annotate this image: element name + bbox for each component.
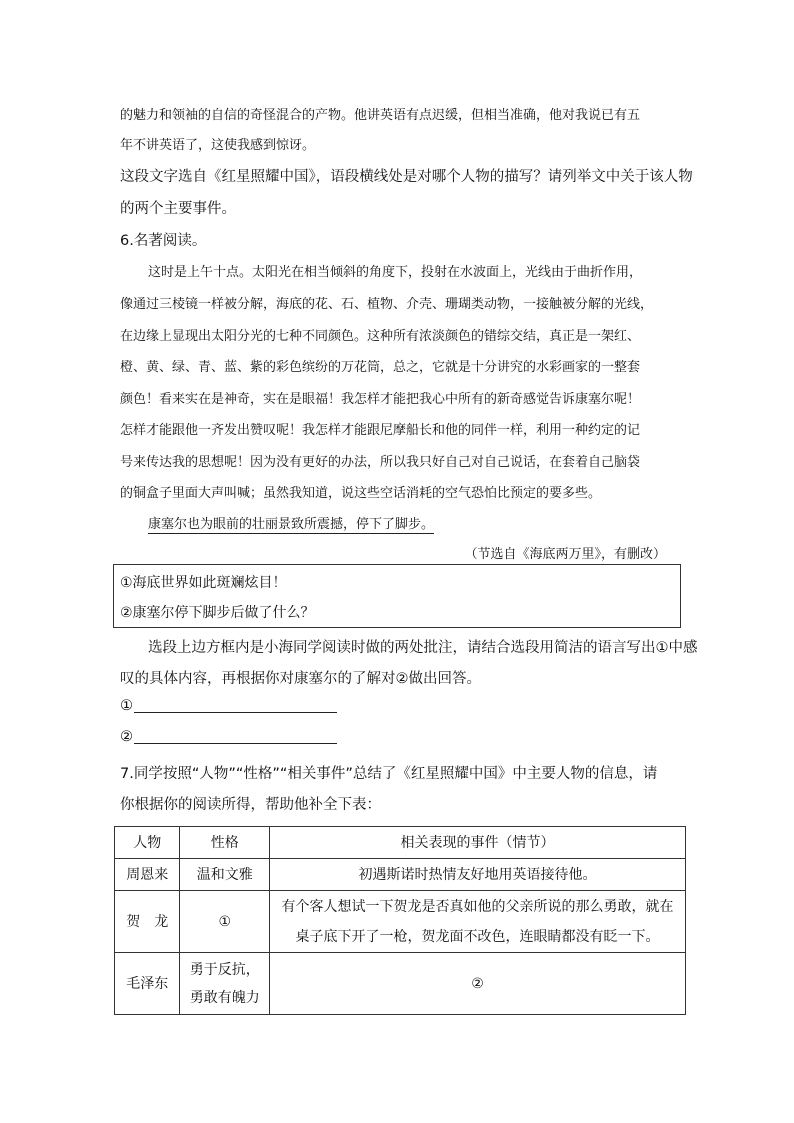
annotation-2: ②康塞尔停下脚步后做了什么？ — [120, 605, 315, 621]
cell-trait: 温和文雅 — [180, 859, 270, 891]
question-6-prompt: 选段上边方框内是小海同学阅读时做的两处批注，请结合选段用简洁的语言写出①中感 — [148, 640, 698, 656]
question-7-prompt: 7.同学按照“人物”“性格”“相关事件”总结了《红星照耀中国》中主要人物的信息，请 — [120, 766, 658, 782]
cell-person: 贺 龙 — [115, 891, 180, 953]
table-row — [115, 891, 686, 953]
passage-line: 的铜盒子里面大声叫喊；虽然我知道，说这些空话消耗的空气恐怕比预定的要多些。 — [120, 486, 602, 501]
question-7-prompt: 你根据你的阅读所得，帮助他补全下表： — [120, 797, 381, 813]
passage-line: 在边缘上显现出太阳分光的七种不同颜色。这种所有浓淡颜色的错综交结，真正是一架红、 — [120, 329, 641, 344]
passage-line: 年不讲英语了，这使我感到惊讶。 — [120, 138, 316, 153]
cell-event-blank[interactable]: ② — [270, 953, 686, 1015]
table-header-row — [115, 827, 686, 859]
character-table — [114, 826, 686, 1015]
event-line: 有个客人想试一下贺龙是否真如他的父亲所说的那么勇敢，就在 — [281, 898, 674, 915]
passage-line: 这时是上午十点。太阳光在相当倾斜的角度下，投射在水波面上，光线由于曲折作用， — [148, 265, 643, 280]
event-line: 桌子底下开了一枪，贺龙面不改色，连眼睛都没有眨一下。 — [295, 928, 660, 945]
cell-person: 毛泽东 — [115, 953, 180, 1015]
underlined-text: 康塞尔也为眼前的壮丽景致所震撼，停下了脚步。 — [148, 517, 435, 532]
blank-label-2: ② — [120, 729, 133, 745]
passage-line: 怎样才能跟他一齐发出赞叹呢！我怎样才能跟尼摩船长和他的同伴一样，利用一种约定的记 — [120, 423, 641, 438]
cell-event — [270, 891, 686, 953]
passage-line: 号来传达我的思想呢！因为没有更好的办法，所以我只好自己对自己说话，在套着自己脑袋 — [120, 455, 641, 470]
table-row — [115, 859, 686, 891]
answer-blank-1[interactable] — [134, 712, 337, 713]
passage-source: （节选自《海底两万里》，有删改） — [464, 547, 666, 562]
answer-blank-2[interactable] — [134, 743, 337, 744]
header-event: 相关表现的事件（情节） — [270, 827, 686, 859]
table-row — [115, 953, 686, 1015]
annotation-box — [113, 564, 681, 628]
question-6-heading: 6.名著阅读。 — [120, 233, 207, 249]
blank-label-1: ① — [120, 698, 133, 714]
passage-line: 像通过三棱镜一样被分解，海底的花、石、植物、介壳、珊瑚类动物，一接触被分解的光线， — [120, 297, 654, 312]
passage-line: 的魅力和领袖的自信的奇怪混合的产物。他讲英语有点迟缓，但相当准确，他对我说已有五 — [120, 108, 641, 123]
question-5-prompt: 的两个主要事件。 — [120, 201, 236, 217]
cell-event: 初遇斯诺时热情友好地用英语接待他。 — [270, 859, 686, 891]
underlined-sentence — [148, 513, 434, 532]
cell-trait: 勇于反抗，勇敢有魄力 — [180, 953, 270, 1015]
cell-person: 周恩来 — [115, 859, 180, 891]
question-5-prompt: 这段文字选自《红星照耀中国》，语段横线处是对哪个人物的描写？请列举文中关于该人物 — [120, 169, 693, 185]
question-6-prompt: 叹的具体内容，再根据你对康塞尔的了解对②做出回答。 — [120, 671, 481, 687]
passage-line: 颜色！看来实在是神奇，实在是眼福！我怎样才能把我心中所有的新奇感觉告诉康塞尔呢！ — [120, 392, 641, 407]
annotation-1: ①海底世界如此斑斓炫目！ — [120, 575, 287, 591]
passage-line: 橙、黄、绿、青、蓝、紫的彩色缤纷的万花筒，总之，它就是十分讲究的水彩画家的一整套 — [120, 360, 641, 375]
header-person: 人物 — [115, 827, 180, 859]
header-trait: 性格 — [180, 827, 270, 859]
cell-trait-blank[interactable]: ① — [180, 891, 270, 953]
